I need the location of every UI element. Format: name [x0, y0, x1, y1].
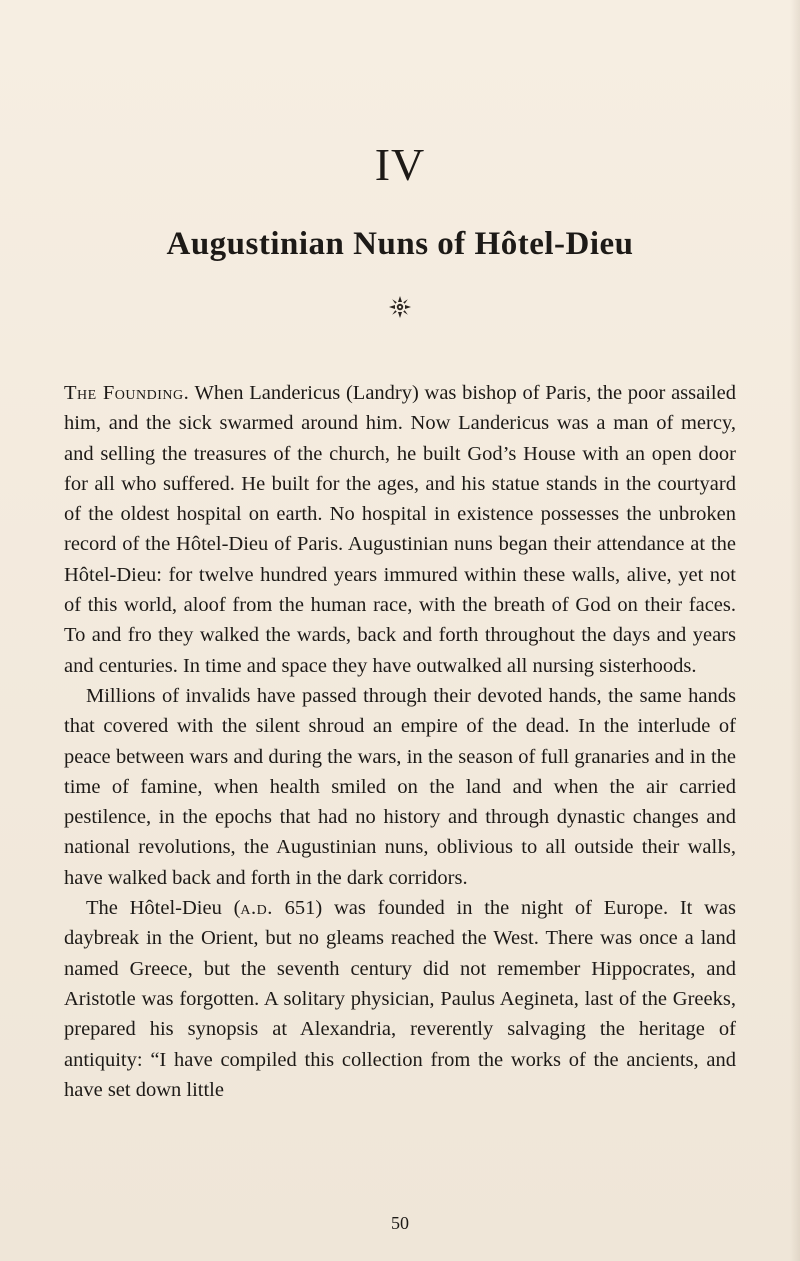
- paragraph-1-text: When Landericus (Landry) was bishop of Paris, the poor assailed him, and the sick swarmed around him. Now Landericus was a man of mercy, and selling the treasures of the church, he built God’s House with an open door for all who suffered. He built for the ages, and his statue stands in the courtyard of the oldest hospital on earth. No hospital in existence possesses the unbroken record of the Hôtel-Dieu of Paris. Augustinian nuns began their attendance at the Hôtel-Dieu: for twelve hundred years immured within these walls, alive, yet not of this world, aloof from the human race, with the breath of God on their faces. To and fro they walked the wards, back and forth throughout the days and years and centuries. In time and space they have outwalked all nursing sisterhoods.: [64, 382, 736, 677]
- paragraph-2: Millions of invalids have passed through their devoted hands, the same hands that covered with the silent shroud an empire of the dead. In the interlude of peace between wars and during the wars, in the season of full granaries and in the time of famine, when health smiled on the land and when the air carried pestilence, in the epochs that had no history and through dynastic changes and national revolutions, the Augustinian nuns, oblivious to all outside their walls, have walked back and forth in the dark corridors.: [64, 684, 736, 889]
- chapter-number: IV: [374, 139, 426, 190]
- page-edge-shadow: [790, 0, 800, 1261]
- cross-fleuron-icon: [388, 295, 412, 319]
- chapter-title: Augustinian Nuns of Hôtel-Dieu: [166, 226, 634, 262]
- paragraph-3: [64, 893, 736, 1105]
- page-number: 50: [391, 1213, 409, 1233]
- era-abbreviation: a.d.: [240, 897, 273, 920]
- paragraph-3-start: The Hôtel-Dieu (: [86, 897, 241, 920]
- section-heading: The Founding.: [64, 382, 190, 404]
- paragraph-3-rest: 651) was founded in the night of Europe. It was daybreak in the Orient, but no gleams reached the West. There was once a land named Greece, but the seventh century did not remember Hippocrates, and Aristotle was forgotten. A solitary physician, Paulus Aegineta, last of the Greeks, prepared his synopsis at Alexandria, reverently salvaging the heritage of antiquity: “I have compiled this collection from the works of the ancients, and have set down little: [64, 897, 736, 1101]
- body-text: [64, 378, 736, 1105]
- paragraph-1: [64, 378, 736, 681]
